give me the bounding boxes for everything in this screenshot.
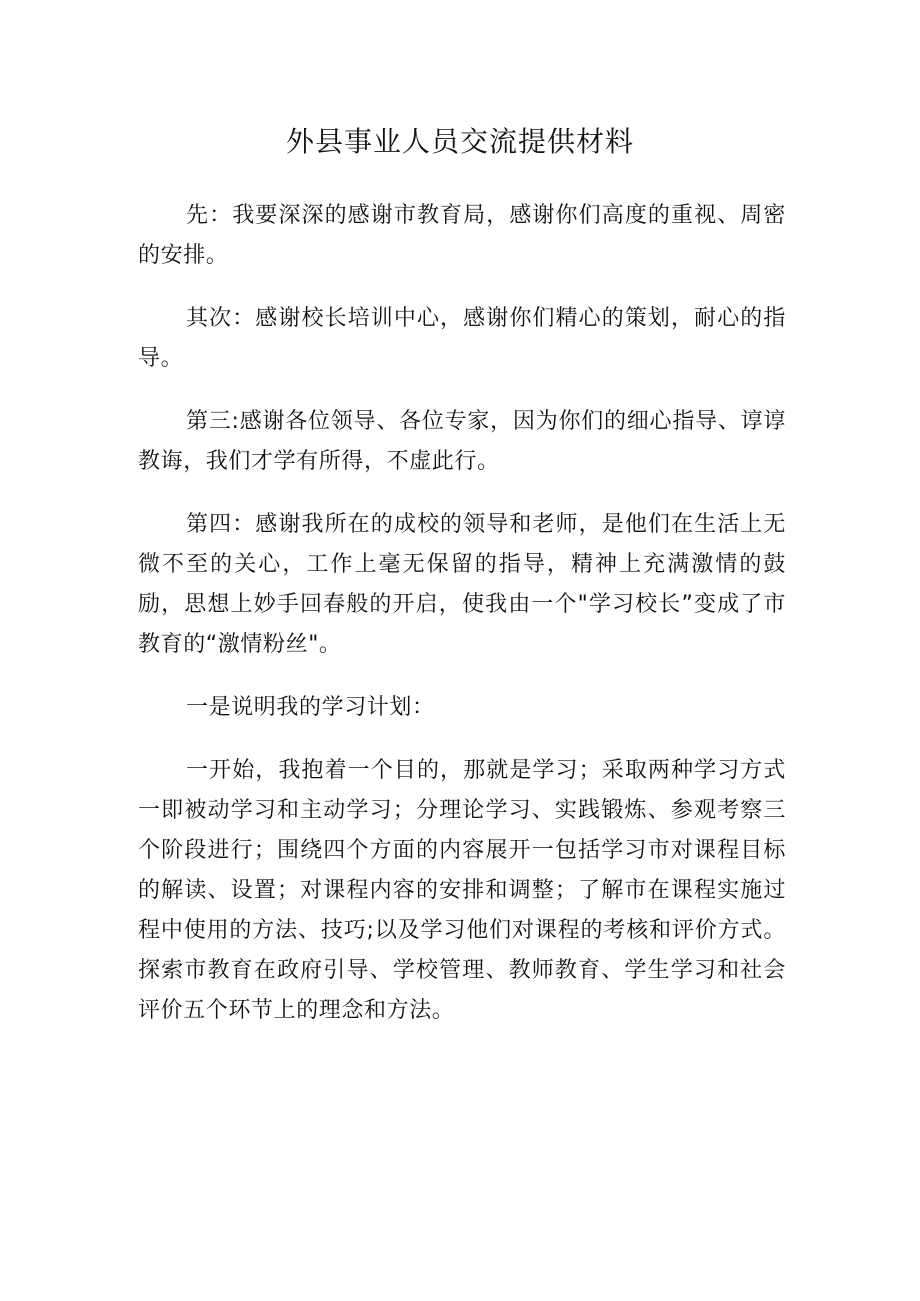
paragraph-thanks-own-school: 第四：感谢我所在的成校的领导和老师，是他们在生活上无微不至的关心，工作上毫无保留的指导，精神上充满激情的鼓励，思想上妙手回春般的开启，使我由一个"学习校长”变成了市教育的“激情粉丝"。 — [138, 512, 786, 657]
paragraph-thanks-leaders-experts: 第三:感谢各位领导、各位专家，因为你们的细心指导、谆谆教诲，我们才学有所得，不虚此行。 — [138, 409, 786, 474]
document-body — [138, 196, 786, 1054]
paragraph-study-plan-detail: 一开始，我抱着一个目的，那就是学习；采取两种学习方式一即被动学习和主动学习；分理论学习、实践锻炼、参观考察三个阶段进行；围绕四个方面的内容展开一包括学习市对课程目标的解读、设置；对课程内容的安排和调整；了解市在课程实施过程中使用的方法、技巧;以及学习他们对课程的考核和评价方式。探索市教育在政府引导、学校管理、教师教育、学生学习和社会评价五个环节上的理念和方法。 — [138, 758, 786, 1023]
paragraph-thanks-training-center: 其次：感谢校长培训中心，感谢你们精心的策划，耐心的指导。 — [138, 306, 786, 371]
document-title: 外县事业人员交流提供材料 — [285, 125, 634, 158]
paragraph-thanks-education-bureau: 先：我要深深的感谢市教育局，感谢你们高度的重视、周密的安排。 — [138, 203, 786, 268]
paragraph-study-plan-heading: 一是说明我的学习计划： — [186, 695, 435, 720]
